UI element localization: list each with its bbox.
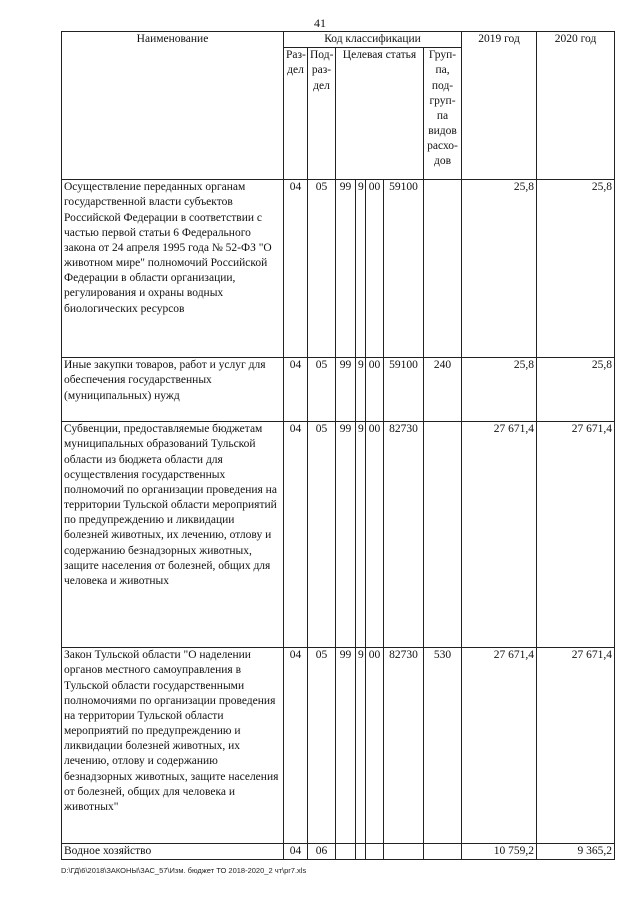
header-row-1 [62, 32, 615, 48]
column-header-expense-group: Груп- па, под- груп- па видов расхо- дов [424, 48, 462, 180]
row-razdel: 04 [284, 358, 308, 422]
row-cs3: 00 [366, 422, 384, 648]
row-cs1: 99 [336, 180, 356, 358]
row-razdel: 04 [284, 648, 308, 844]
row-cs1: 99 [336, 358, 356, 422]
row-podrazdel: 05 [308, 180, 336, 358]
row-razdel: 04 [284, 180, 308, 358]
column-header-subsection: Под- раз- дел [308, 48, 336, 180]
row-2019: 27 671,4 [462, 648, 537, 844]
table-row [62, 358, 615, 422]
row-cs1: 99 [336, 648, 356, 844]
table-row [62, 648, 615, 844]
row-2020: 25,8 [537, 180, 615, 358]
row-cs3: 00 [366, 180, 384, 358]
row-2019: 25,8 [462, 180, 537, 358]
page-number: 41 [314, 16, 326, 30]
row-name: Водное хозяйство [62, 844, 284, 860]
row-name: Осуществление переданных органам государственной власти субъектов Российской Федерации в соответствии с частью первой статьи 6 Федерального закона от 24 апреля 1995 года № 52-ФЗ "О животном мире" полномочий Российской Федерации в области организации, регулирования и охраны водных биологических ресурсов [62, 180, 284, 358]
row-podrazdel: 05 [308, 648, 336, 844]
row-cs1: 99 [336, 422, 356, 648]
row-2019: 25,8 [462, 358, 537, 422]
row-cs4: 82730 [384, 648, 424, 844]
row-vr [424, 180, 462, 358]
column-header-target-item: Целевая статья [336, 48, 424, 180]
row-2019: 27 671,4 [462, 422, 537, 648]
row-cs2: 9 [356, 358, 366, 422]
row-cs2: 9 [356, 648, 366, 844]
column-header-classification: Код классификации [284, 32, 462, 48]
row-cs3 [366, 844, 384, 860]
row-cs4 [384, 844, 424, 860]
footer-file-path: D:\ГД\6\2018\ЗАКОНЫ\ЗАС_57\Изм. бюджет ТО 2018-2020_2 чт\pr7.xls [61, 866, 307, 875]
column-header-2020: 2020 год [537, 32, 615, 180]
row-name: Субвенции, предоставляемые бюджетам муниципальных образований Тульской области из бюджета области для осуществления государственных полномочий по организации проведения на территории Тульской области мероприятий по предупреждению и ликвидации болезней животных, их лечению, отлову и содержанию безнадзорных животных, защите населения от болезней, общих для человека и животных [62, 422, 284, 648]
row-cs1 [336, 844, 356, 860]
row-2020: 27 671,4 [537, 648, 615, 844]
row-podrazdel: 06 [308, 844, 336, 860]
row-vr [424, 844, 462, 860]
row-2019: 10 759,2 [462, 844, 537, 860]
row-vr [424, 422, 462, 648]
row-2020: 25,8 [537, 358, 615, 422]
row-cs2: 9 [356, 180, 366, 358]
row-2020: 27 671,4 [537, 422, 615, 648]
row-razdel: 04 [284, 844, 308, 860]
row-name: Закон Тульской области "О наделении органов местного самоуправления в Тульской области государственными полномочиями по организации проведения на территории Тульской области мероприятий по предупреждению и ликвидации болезней животных, их лечению, отлову и содержанию безнадзорных животных, защите населения от болезней, общих для человека и животных" [62, 648, 284, 844]
column-header-name: Наименование [62, 32, 284, 180]
row-cs4: 59100 [384, 358, 424, 422]
table-row [62, 844, 615, 860]
row-cs2 [356, 844, 366, 860]
budget-table [61, 31, 615, 860]
row-cs2: 9 [356, 422, 366, 648]
column-header-section: Раз- дел [284, 48, 308, 180]
row-name: Иные закупки товаров, работ и услуг для обеспечения государственных (муниципальных) нужд [62, 358, 284, 422]
row-vr: 530 [424, 648, 462, 844]
row-cs4: 59100 [384, 180, 424, 358]
row-cs3: 00 [366, 358, 384, 422]
row-cs3: 00 [366, 648, 384, 844]
row-2020: 9 365,2 [537, 844, 615, 860]
table-row [62, 422, 615, 648]
row-cs4: 82730 [384, 422, 424, 648]
row-vr: 240 [424, 358, 462, 422]
row-podrazdel: 05 [308, 358, 336, 422]
table-row [62, 180, 615, 358]
column-header-2019: 2019 год [462, 32, 537, 180]
row-razdel: 04 [284, 422, 308, 648]
row-podrazdel: 05 [308, 422, 336, 648]
